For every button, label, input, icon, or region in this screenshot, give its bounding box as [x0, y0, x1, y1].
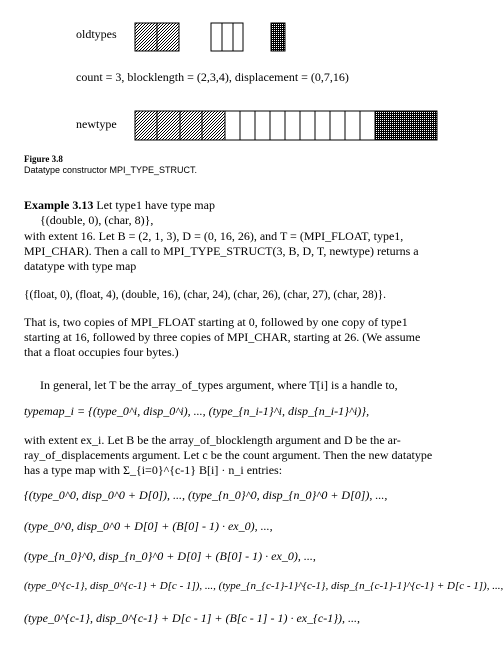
- general-paragraph-3: ray_of_displacements argument. Let c be the count argument. Then the new datatype: [24, 448, 433, 462]
- newtype-float-section: [135, 111, 225, 140]
- newtype-blocks: [134, 110, 440, 142]
- oldtypes-blocks: [134, 22, 294, 52]
- equation-line-1: {(type_0^0, disp_0^0 + D[0]), ..., (type_{n_0}^0, disp_{n_0}^0 + D[0]), ...,: [24, 488, 388, 502]
- example-intro: Let type1 have type map: [96, 198, 215, 212]
- oldtype-char-block: [271, 23, 285, 51]
- equation-typemap-i: typemap_i = {(type_0^i, disp_0^i), ..., (type_{n_i-1}^i, disp_{n_i-1}^i)},: [24, 404, 370, 418]
- equation-line-2: (type_0^0, disp_0^0 + D[0] + (B[0] - 1) · ex_0), ...,: [24, 519, 273, 533]
- oldtypes-label: oldtypes: [76, 27, 117, 41]
- example-title: Example 3.13: [24, 198, 94, 212]
- equation-line-5: (type_0^{c-1}, disp_0^{c-1} + D[c - 1] + (B[c - 1] - 1) · ex_{c-1}), ...,: [24, 611, 361, 625]
- explanation-line-2: starting at 16, followed by three copies of MPI_CHAR, starting at 26. (We assume: [24, 330, 421, 344]
- equation-line-4: (type_0^{c-1}, disp_0^{c-1} + D[c - 1]), ..., (type_{n_{c-1}-1}^{c-1}, disp_{n_{c-1}-1}^{c-1} + D[c - 1]), ...,: [24, 580, 503, 592]
- typemap1: {(double, 0), (char, 8)},: [40, 213, 154, 227]
- explanation-line-1: That is, two copies of MPI_FLOAT starting at 0, followed by one copy of type1: [24, 315, 408, 329]
- newtype-char-section: [375, 111, 437, 140]
- figure-caption-title: Figure 3.8: [24, 154, 63, 164]
- example-line-3: with extent 16. Let B = (2, 1, 3), D = (0, 16, 26), and T = (MPI_FLOAT, type1,: [24, 229, 404, 243]
- equation-line-3: (type_{n_0}^0, disp_{n_0}^0 + D[0] + (B[0] - 1) · ex_0), ...,: [24, 549, 316, 563]
- general-paragraph-1: In general, let T be the array_of_types argument, where T[i] is a handle to,: [40, 378, 398, 392]
- example-title-line: [24, 198, 215, 213]
- newtype-type1-section: [225, 111, 375, 140]
- general-paragraph-2: with extent ex_i. Let B be the array_of_blocklength argument and D be the ar-: [24, 433, 401, 447]
- figure-caption-text: Datatype constructor MPI_TYPE_STRUCT.: [24, 165, 198, 175]
- oldtype-float-block: [135, 23, 179, 51]
- newtype-label: newtype: [76, 117, 117, 131]
- example-line-5: datatype with type map: [24, 259, 137, 273]
- oldtype-type1-block: [211, 23, 243, 51]
- result-type-map: {(float, 0), (float, 4), (double, 16), (char, 24), (char, 26), (char, 27), (char, 28)}.: [24, 289, 387, 301]
- params-text: count = 3, blocklength = (2,3,4), displacement = (0,7,16): [76, 70, 349, 84]
- general-paragraph-4: has a type map with Σ_{i=0}^{c-1} B[i] · n_i entries:: [24, 463, 283, 477]
- example-line-4: MPI_CHAR). Then a call to MPI_TYPE_STRUCT(3, B, D, T, newtype) returns a: [24, 244, 419, 258]
- explanation-line-3: that a float occupies four bytes.): [24, 345, 179, 359]
